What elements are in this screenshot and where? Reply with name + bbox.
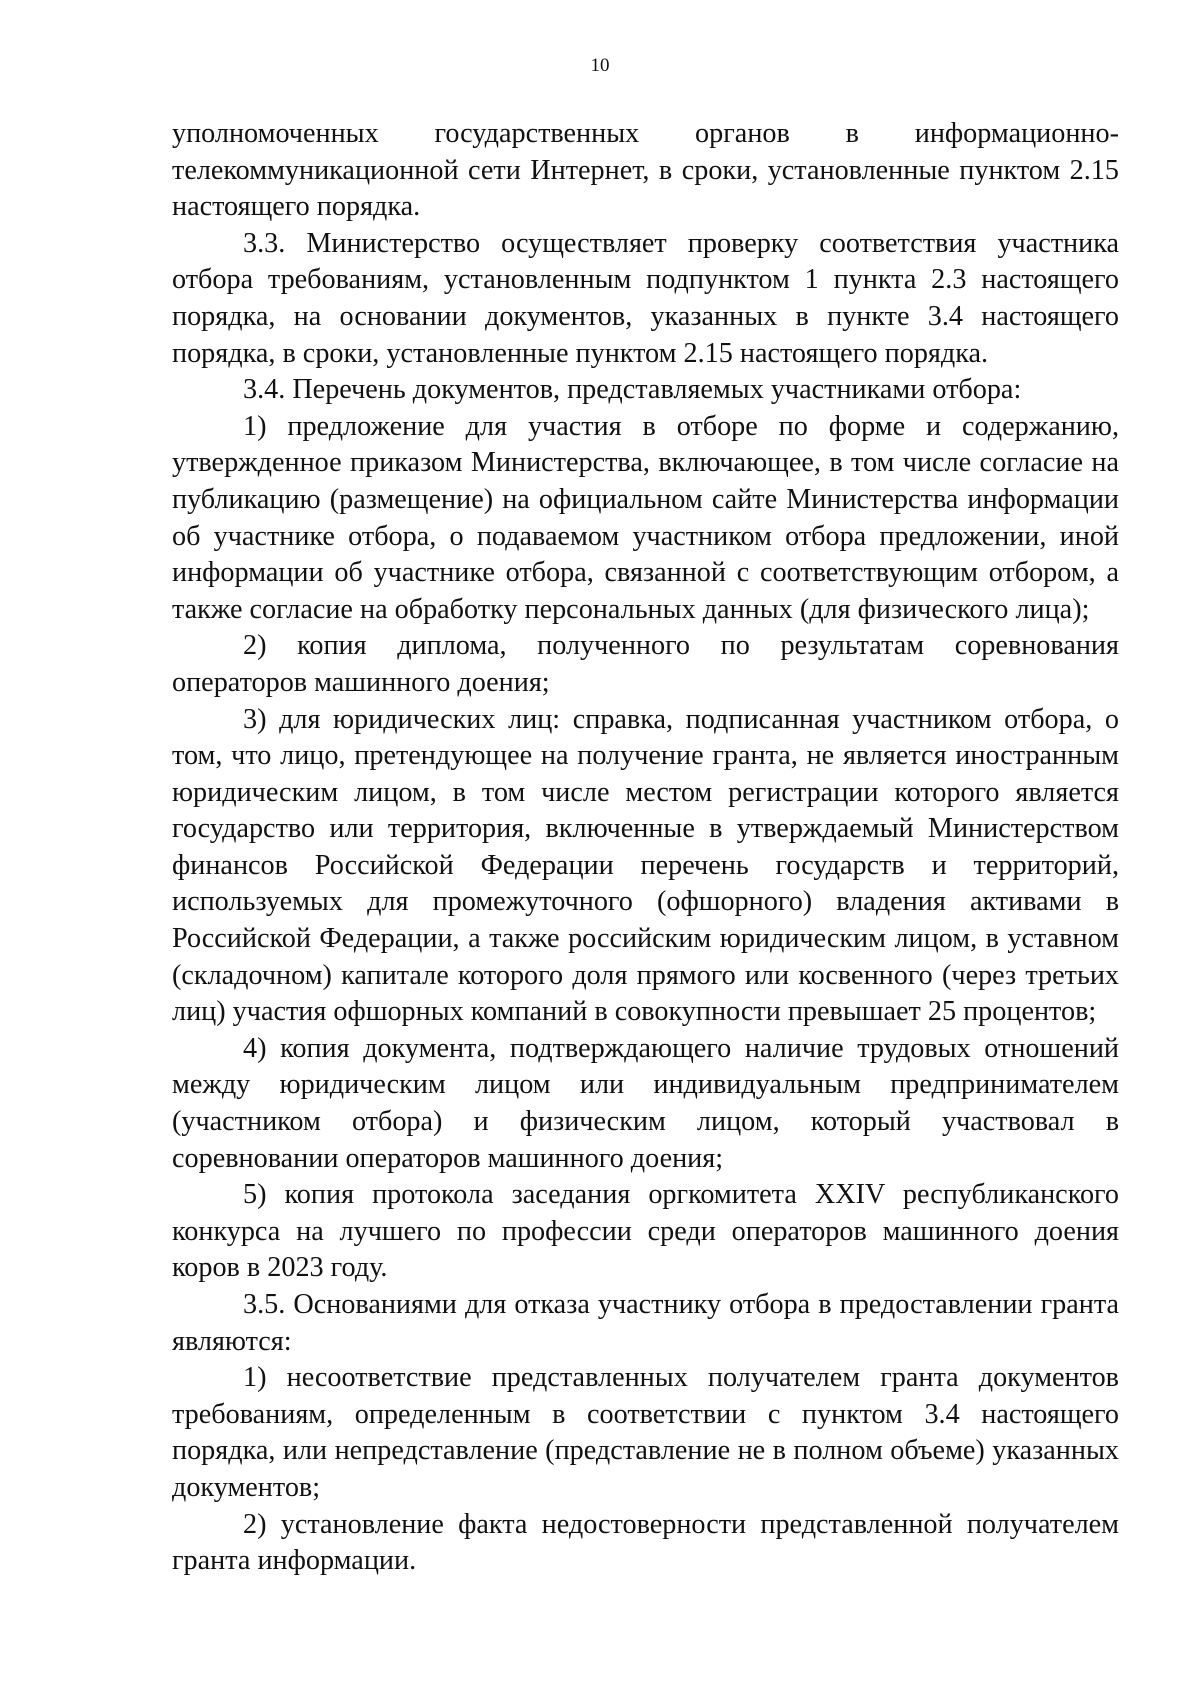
list-item-3-4-1: 1) предложение для участия в отборе по форме и содержанию, утвержденное приказом Министерства, включающее, в том числе согласие на публикацию (размещение) на официальном сайте Министерства информации об участнике отбора, о подаваемом участником отбора предложении, иной информации об участнике отбора, связанной с соответствующим отбором, а также согласие на обработку персональных данных (для физического лица); [172, 410, 1119, 625]
paragraph-continuation: уполномоченных государственных органов в информационно-телекоммуникационной сети Интернет, в сроки, установленные пунктом 2.15 настоящего порядка. [172, 118, 1119, 223]
paragraph-3-4: 3.4. Перечень документов, представляемых участниками отбора: [243, 374, 1022, 406]
list-item-3-4-3: 3) для юридических лиц: справка, подписанная участником отбора, о том, что лицо, претендующее на получение гранта, не является иностранным юридическим лицом, в том числе местом регистрации которого является государство или территория, включенные в утверждаемый Министерством финансов Российской Федерации перечень государств и территорий, используемых для промежуточного (офшорного) владения активами в Российской Федерации, а также российским юридическим лицом, в уставном (складочном) капитале которого доля прямого или косвенного (через третьих лиц) участия офшорных компаний в совокупности превышает 25 процентов; [172, 703, 1119, 1028]
paragraph-3-3: 3.3. Министерство осуществляет проверку соответствия участника отбора требованиям, установленным подпунктом 1 пункта 2.3 настоящего порядка, на основании документов, указанных в пункте 3.4 настоящего порядка, в сроки, установленные пунктом 2.15 настоящего порядка. [172, 227, 1119, 369]
list-item-3-5-2: 2) установление факта недостоверности представленной получателем гранта информации. [172, 1508, 1119, 1577]
list-item-3-5-1: 1) несоответствие представленных получателем гранта документов требованиям, определенным в соответствии с пунктом 3.4 настоящего порядка, или непредставление (представление не в полном объеме) указанных документов; [172, 1362, 1119, 1503]
list-item-3-4-5: 5) копия протокола заседания оргкомитета XXIV республиканского конкурса на лучшего по профессии среди операторов машинного доения коров в 2023 году. [172, 1179, 1119, 1284]
paragraph-3-5: 3.5. Основаниями для отказа участнику отбора в предоставлении гранта являются: [172, 1289, 1119, 1357]
list-item-3-4-2: 2) копия диплома, полученного по результатам соревнования операторов машинного доения; [172, 630, 1119, 698]
page-number: 10 [590, 55, 610, 76]
list-item-3-4-4: 4) копия документа, подтверждающего наличие трудовых отношений между юридическим лицом или индивидуальным предпринимателем (участником отбора) и физическим лицом, который участвовал в соревновании операторов машинного доения; [172, 1032, 1119, 1174]
document-body [172, 116, 1119, 1580]
